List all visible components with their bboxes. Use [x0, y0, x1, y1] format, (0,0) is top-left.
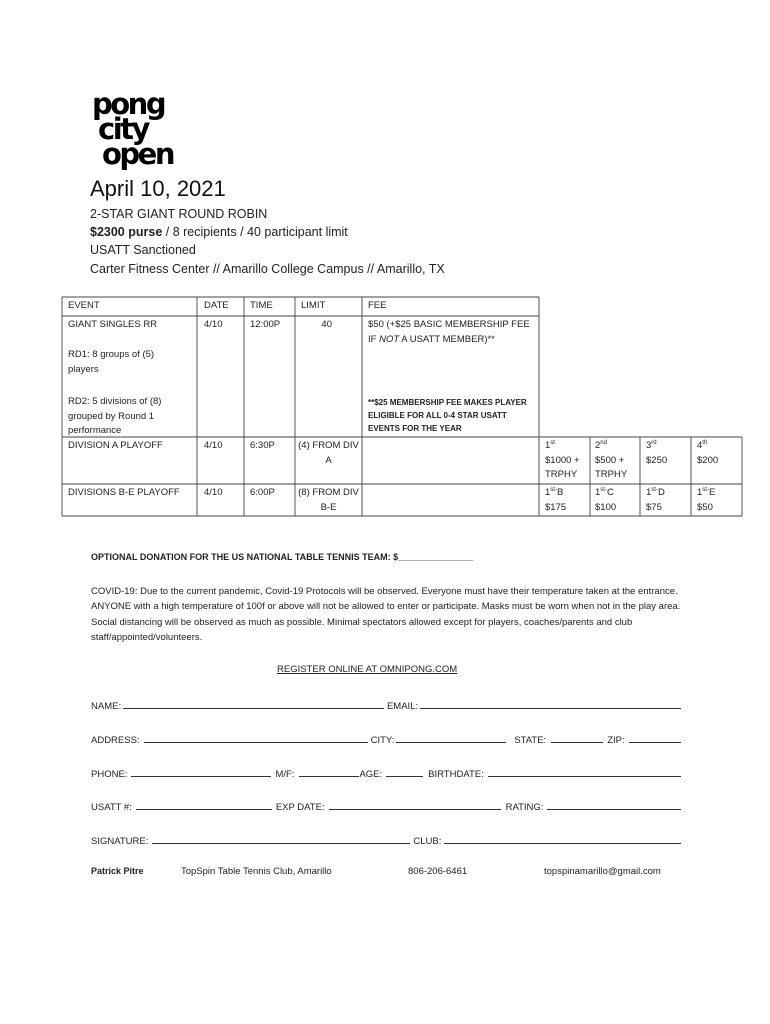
row1-rd2: RD2: 5 divisions of (8) grouped by Round 1 performance: [68, 396, 162, 436]
col-header-event: EVENT: [68, 300, 100, 311]
mf-label: M/F:: [275, 769, 295, 780]
row2-prize-4: 4th $200: [697, 439, 719, 466]
name-label: NAME:: [91, 701, 122, 712]
email-label: EMAIL:: [386, 701, 419, 712]
zip-field[interactable]: [629, 732, 681, 743]
row2-prize-3: 3rd $250: [646, 439, 668, 466]
contact-club: TopSpin Table Tennis Club, Amarillo: [181, 866, 332, 877]
row3-limit: (8) FROM DIV B-E: [298, 487, 359, 513]
row3-prize-c: $1^{st-}C$ $100: [595, 486, 617, 513]
signature-label: SIGNATURE:: [91, 836, 149, 847]
donation-line: OPTIONAL DONATION FOR THE US NATIONAL TABLE TENNIS TEAM: $_______________: [91, 552, 474, 562]
col-header-limit: LIMIT: [301, 300, 326, 311]
purse-details: / 8 recipients / 40 participant limit: [162, 225, 348, 239]
form-row-signature: [91, 833, 681, 847]
col-header-time: TIME: [250, 300, 273, 311]
row1-rd1: RD1: 8 groups of (5) players: [68, 349, 155, 375]
form-row-usatt: [91, 799, 681, 813]
age-field[interactable]: [386, 766, 423, 777]
city-field[interactable]: [396, 732, 506, 743]
register-online-link[interactable]: REGISTER ONLINE AT OMNIPONG.COM: [277, 664, 458, 675]
rating-field[interactable]: [547, 799, 681, 810]
row1-date: 4/10: [204, 319, 223, 330]
name-field[interactable]: [123, 698, 384, 709]
row2-limit: (4) FROM DIV A: [298, 440, 359, 466]
row3-event: DIVISIONS B-E PLAYOFF: [68, 487, 180, 498]
event-type: 2-STAR GIANT ROUND ROBIN: [90, 207, 268, 221]
phone-label: PHONE:: [91, 769, 128, 780]
row3-prize-b: $1^{st-}B$ $175: [545, 486, 567, 513]
exp-date-label: EXP DATE:: [275, 802, 325, 813]
phone-field[interactable]: [131, 766, 271, 777]
purse-amount: $2300 purse: [90, 225, 163, 239]
birthdate-field[interactable]: [488, 766, 681, 777]
logo-line-3: open: [102, 137, 173, 171]
address-label: ADDRESS:: [91, 735, 140, 746]
city-label: CITY:: [370, 735, 395, 746]
contact-email[interactable]: topspinamarillo@gmail.com: [544, 866, 661, 877]
row1-fee-part1: $50 (+$25 BASIC MEMBERSHIP FEE IF: [368, 319, 530, 345]
logo-line-1: pong: [92, 87, 165, 121]
row3-prize-d: $1^{st-}D$ $75: [646, 486, 665, 513]
row1-time: 12:00P: [250, 319, 281, 330]
row2-time: 6:30P: [250, 440, 275, 451]
covid-notice: COVID-19: Due to the current pandemic, Covid-19 Protocols will be observed. Everyone must have their temperature taken at the entrance. ANYONE with a high temperature of 100f or above will not be allowed to enter or participate. Masks must be worn when not in the play area. Social distancing will be observed as much as possible. Minimal spectators allowed except for players, coaches/parents and club staff/appointed/volunteers.: [91, 586, 681, 643]
row2-prize-2: 2nd $500 + TRPHY: [595, 439, 628, 480]
birthdate-label: BIRTHDATE:: [428, 769, 484, 780]
col-header-fee: FEE: [368, 300, 387, 311]
col-header-date: DATE: [204, 300, 229, 311]
membership-note: **$25 MEMBERSHIP FEE MAKES PLAYER ELIGIBLE FOR ALL 0-4 STAR USATT EVENTS FOR THE YEAR: [368, 398, 527, 433]
row1-fee-part2: A USATT MEMBER)**: [399, 333, 495, 345]
state-field[interactable]: [551, 732, 603, 743]
row1-fee-not: NOT: [379, 333, 400, 345]
form-row-address: [91, 732, 681, 746]
club-label: CLUB:: [413, 836, 442, 847]
logo-line-2: city: [98, 112, 148, 146]
address-field[interactable]: [144, 732, 368, 743]
row2-event: DIVISION A PLAYOFF: [68, 440, 163, 451]
row3-date: 4/10: [204, 487, 223, 498]
exp-date-field[interactable]: [329, 799, 501, 810]
row3-time: 6:00P: [250, 487, 275, 498]
usatt-field[interactable]: [136, 799, 272, 810]
row2-date: 4/10: [204, 440, 223, 451]
rating-label: RATING:: [505, 802, 544, 813]
form-row-name: [91, 698, 681, 712]
form-row-phone: [91, 766, 681, 780]
contact-phone: 806-206-6461: [408, 866, 468, 877]
purse-line: [90, 225, 348, 239]
zip-label: ZIP:: [607, 735, 625, 746]
pong-city-open-logo: [92, 87, 173, 171]
state-label: STATE:: [514, 735, 547, 746]
club-field[interactable]: [444, 833, 681, 844]
venue-line: Carter Fitness Center // Amarillo College Campus // Amarillo, TX: [90, 262, 445, 276]
row1-fee: [368, 318, 534, 347]
event-date-title: April 10, 2021: [90, 176, 226, 201]
row1-event: GIANT SINGLES RR: [68, 319, 158, 330]
row2-prize-1: 1st $1000 + TRPHY: [545, 439, 580, 480]
contact-name: Patrick Pitre: [91, 866, 144, 876]
email-field[interactable]: [420, 698, 681, 709]
mf-field[interactable]: [299, 766, 359, 777]
signature-field[interactable]: [152, 833, 410, 844]
row1-limit: 40: [321, 319, 332, 330]
sanction-line: USATT Sanctioned: [90, 243, 196, 257]
usatt-label: USATT #:: [91, 802, 132, 813]
age-label: AGE:: [359, 769, 383, 780]
row3-prize-e: $1^{st-}E$ $50: [697, 486, 716, 513]
